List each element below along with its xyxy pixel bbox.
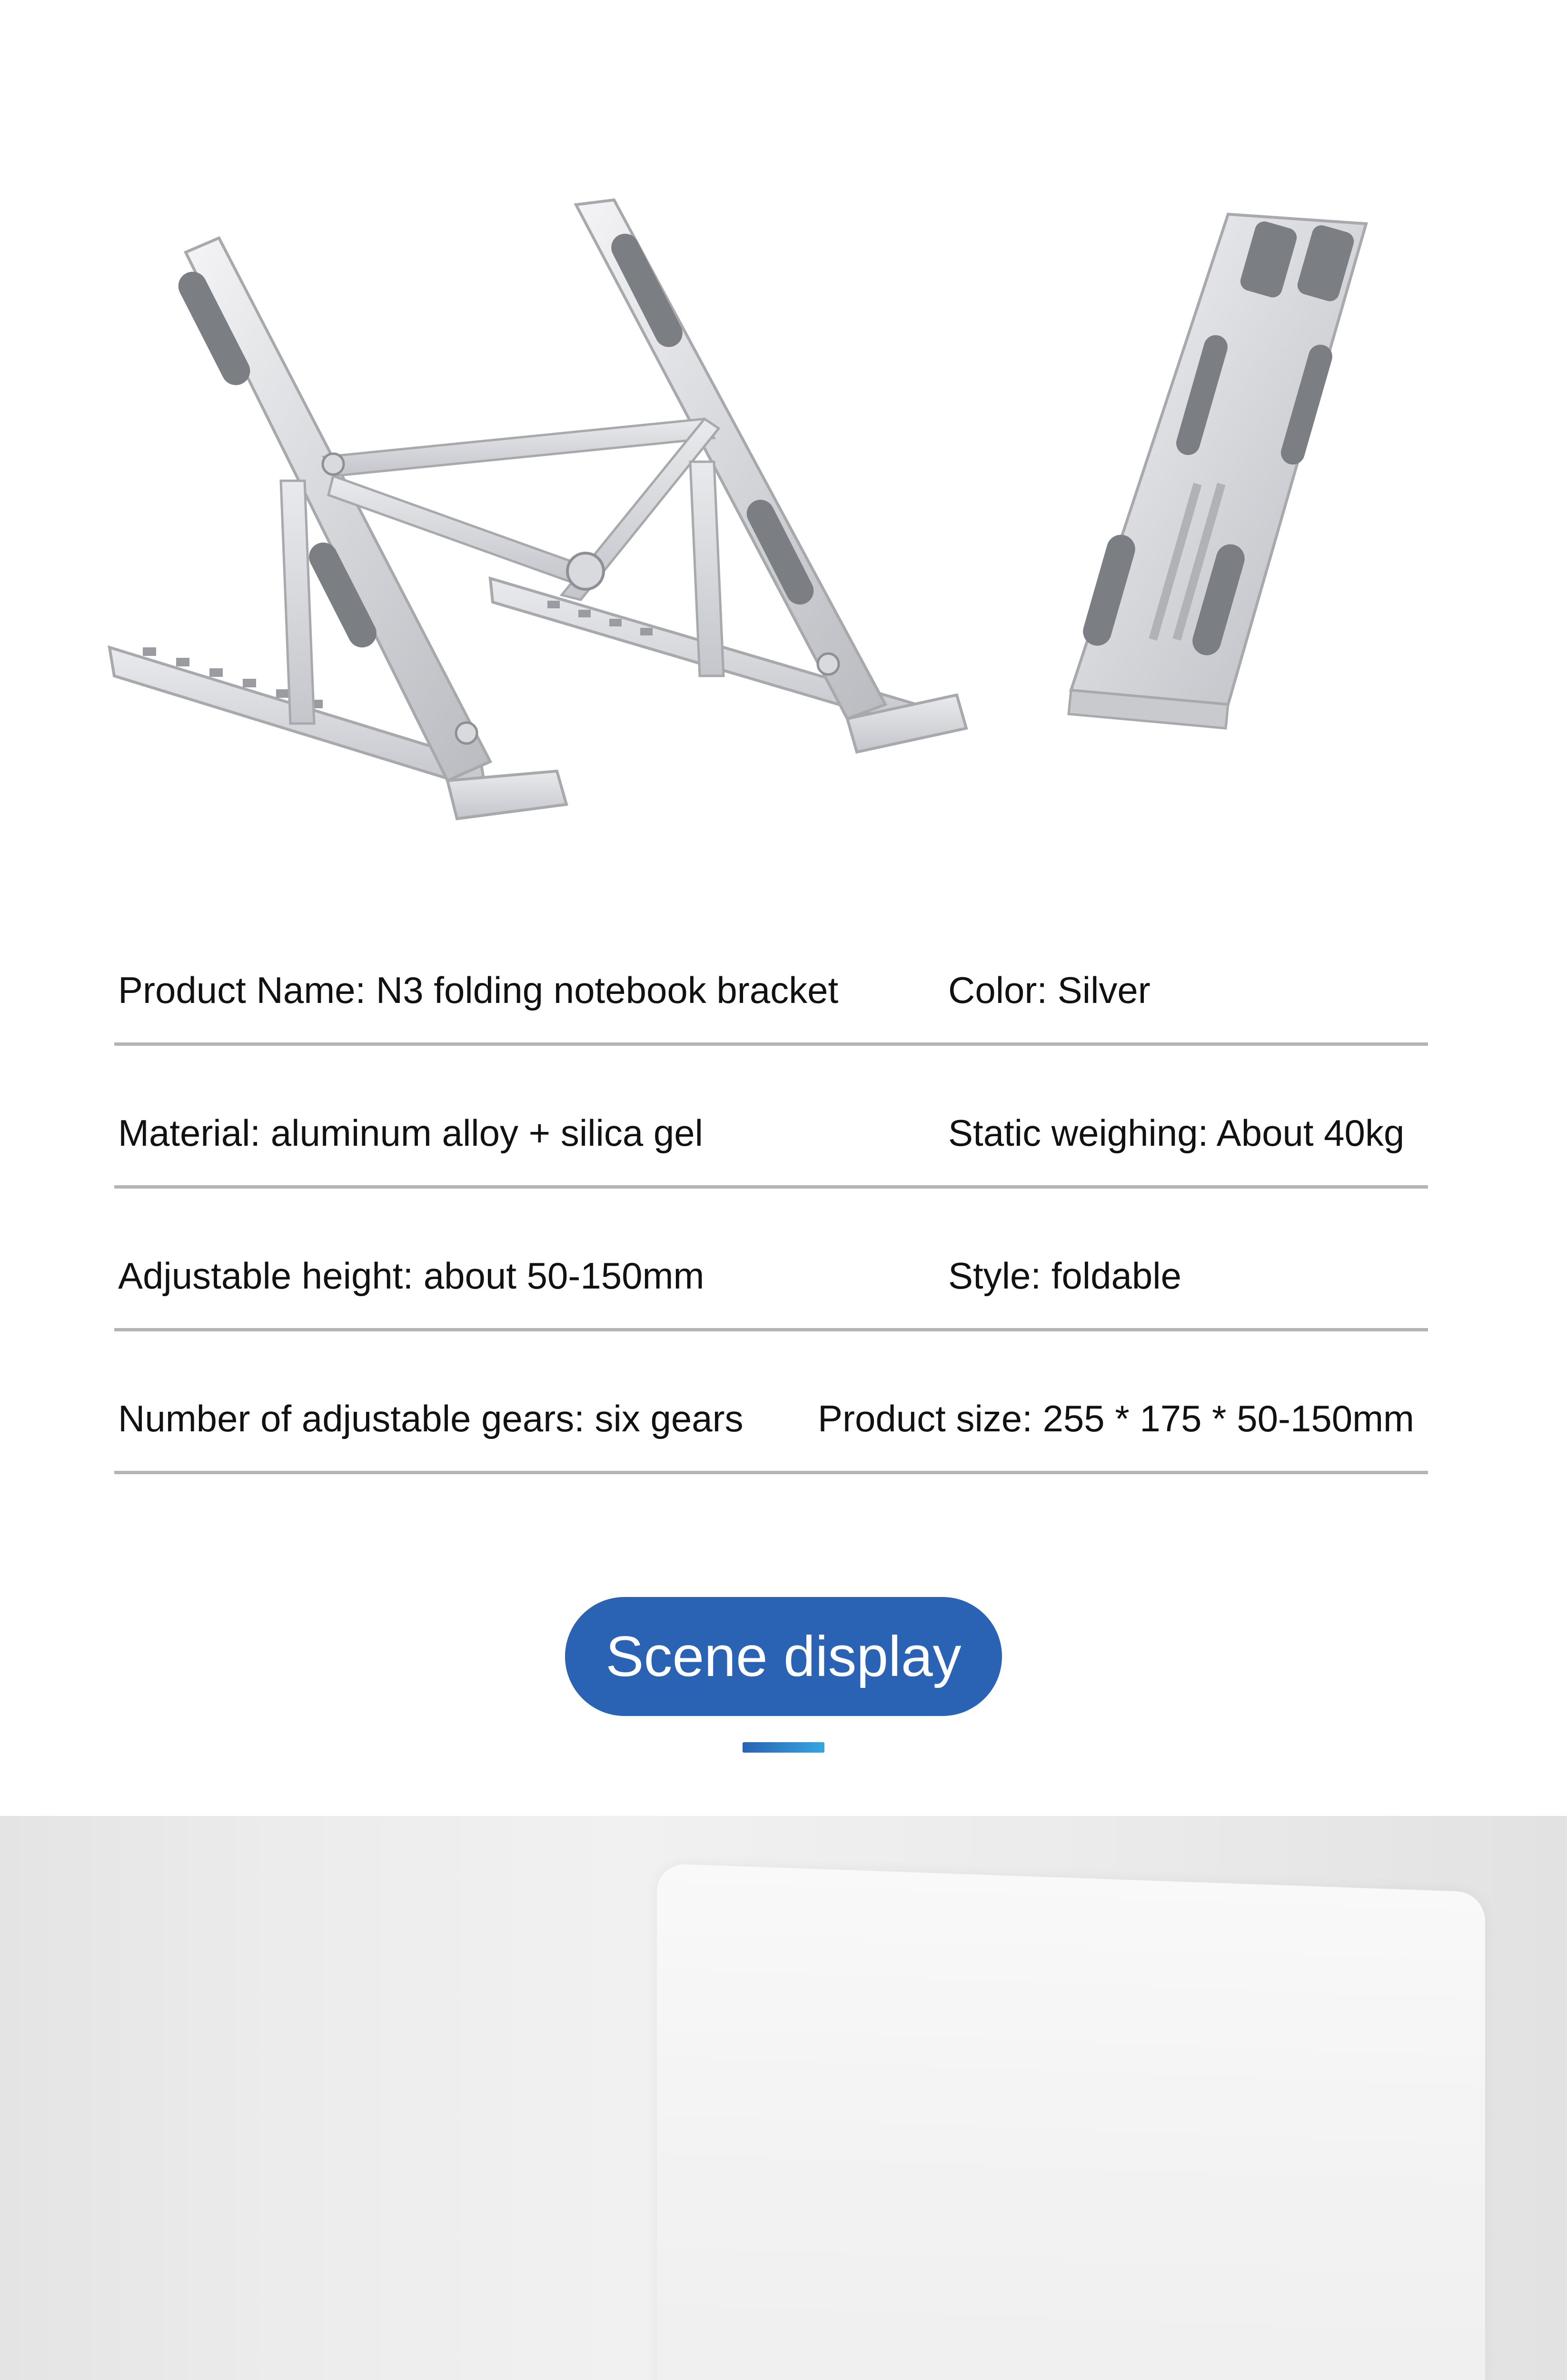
spec-row bbox=[114, 1233, 1428, 1331]
scene-display-button[interactable]: Scene display bbox=[565, 1597, 1002, 1716]
spec-style: Style: foldable bbox=[948, 1255, 1181, 1297]
product-illustration bbox=[0, 0, 1567, 871]
spec-adjustable-height: Adjustable height: about 50-150mm bbox=[118, 1255, 704, 1297]
spec-product-name: Product Name: N3 folding notebook bracket bbox=[118, 969, 839, 1011]
spec-gears: Number of adjustable gears: six gears bbox=[118, 1398, 744, 1439]
open-stand-image bbox=[109, 200, 966, 819]
spec-row bbox=[114, 1090, 1428, 1189]
spec-product-size: Product size: 255 * 175 * 50-150mm bbox=[818, 1398, 1415, 1439]
scene-underline-divider bbox=[743, 1742, 824, 1753]
spec-row bbox=[114, 1376, 1428, 1474]
spec-material: Material: aluminum alloy + silica gel bbox=[118, 1112, 703, 1154]
scene-photo bbox=[0, 1816, 1567, 2380]
spec-row bbox=[114, 947, 1428, 1046]
folded-stand-image bbox=[1069, 214, 1366, 728]
spec-static-weighing: Static weighing: About 40kg bbox=[948, 1112, 1405, 1154]
product-images bbox=[0, 0, 1567, 871]
laptop-image bbox=[657, 1864, 1485, 2380]
spec-color: Color: Silver bbox=[948, 969, 1150, 1011]
